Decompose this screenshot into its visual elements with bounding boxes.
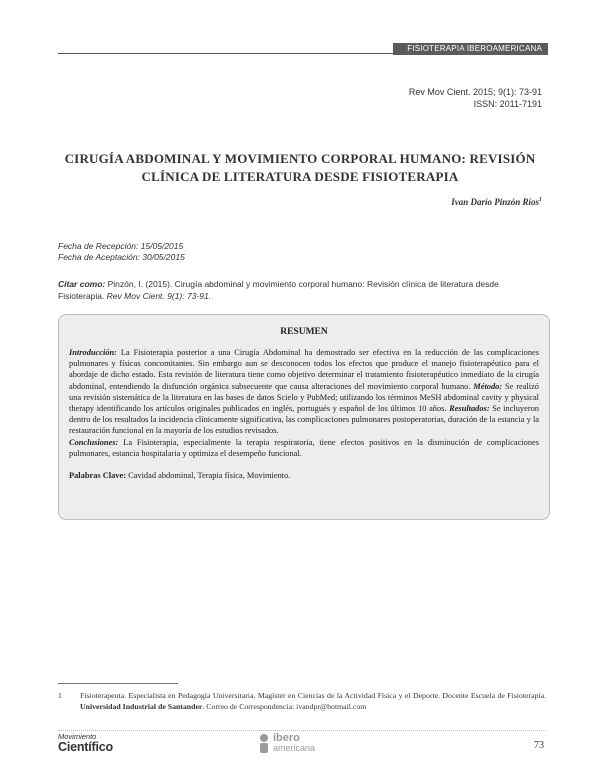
journal-citation: Rev Mov Cient. 2015; 9(1): 73-91 bbox=[408, 87, 542, 97]
footnote-institution: Universidad Industrial de Santander bbox=[80, 702, 203, 711]
footnote-text-a: Fisioterapeuta. Especialista en Pedagogía Universitaria. Magíster en Ciencias de la Actividad Física y el Deporte. Docente Escuela de Fisioterapia. bbox=[80, 691, 546, 700]
title-line-1: CIRUGÍA ABDOMINAL Y MOVIMIENTO CORPORAL HUMANO: REVISIÓN bbox=[64, 151, 536, 166]
citation bbox=[58, 278, 546, 302]
conclusions-label: Conclusiones: bbox=[69, 437, 119, 447]
author-name: Ivan Darío Pinzón Ríos bbox=[451, 197, 539, 207]
citation-text: Pinzón, I. (2015). Cirugía abdominal y movimiento corporal humano: Revisión clínica de literatura desde Fisioterapia. bbox=[58, 279, 499, 301]
article-dates bbox=[58, 241, 185, 263]
issn: ISSN: 2011-7191 bbox=[473, 99, 542, 109]
title-line-2: CLÍNICA DE LITERATURA DESDE FISIOTERAPIA bbox=[141, 169, 459, 184]
logo-text-bottom: americana bbox=[273, 743, 316, 753]
footnote bbox=[58, 690, 546, 712]
received-date: Fecha de Recepción: 15/05/2015 bbox=[58, 241, 184, 251]
footnote-body bbox=[58, 690, 546, 712]
intro-label: Introducción: bbox=[69, 348, 117, 357]
method-text: Se realizó una revisión sistemática de la literatura en las bases de datos Scielo y PubMed; utilizando los términos MeSH abdominal cavity y physical therapy identificando los artículos originales publicados en inglés, portugués y español de los últimos 10 años. bbox=[69, 381, 539, 414]
article-title bbox=[60, 150, 540, 186]
footnote-rule bbox=[58, 683, 178, 684]
author-footnote-mark: 1 bbox=[539, 197, 542, 203]
method-label: Método: bbox=[473, 381, 503, 391]
logo-mark-dot bbox=[260, 734, 268, 742]
footnote-text-b: . Correo de Correspondencia: ivandpr@hotmail.com bbox=[202, 702, 367, 711]
intro-text: La Fisioterapia posterior a una Cirugía Abdominal ha demostrado ser efectiva en la reducción de las complicaciones pulmonares y físicas concomitantes. Sin embargo aun se desconocen todos los efectos que produce el manejo fisioterapéutico para el abordaje de dicho estado. Esta revisión de literatura tiene como objetivo determinar el tratamiento fisioterapéutico inmediato de la cirugía abdominal, entendiendo la disfunción orgánica subsecuente que causa alteraciones del movimiento corporal humano. bbox=[69, 348, 539, 391]
logo-big-text: Científico bbox=[58, 740, 113, 754]
movimiento-cientifico-logo bbox=[58, 733, 113, 754]
accepted-date: Fecha de Aceptación: 30/05/2015 bbox=[58, 252, 185, 262]
keywords bbox=[69, 471, 539, 480]
results-text: Se incluyeron dentro de los resultados la incidencia clínicamente significativa, las complicaciones pulmonares postoperatorias, duración de la estancia y la restauración funcional en la mayoría de los estudios revisados. bbox=[69, 404, 539, 436]
section-tab: FISIOTERAPIA IBEROAMERICANA bbox=[393, 43, 548, 55]
logo-mark-body bbox=[260, 743, 268, 753]
iberoamericana-logo bbox=[255, 730, 370, 754]
keywords-label: Palabras Clave: bbox=[69, 471, 126, 481]
citation-label: Citar como: bbox=[58, 279, 106, 289]
journal-reference bbox=[409, 86, 542, 110]
abstract-heading: RESUMEN bbox=[280, 327, 328, 337]
keywords-text: Cavidad abdominal, Terapia física, Movimiento. bbox=[126, 471, 291, 481]
abstract-text bbox=[69, 347, 539, 459]
abstract-box bbox=[58, 314, 550, 520]
citation-journal: Rev Mov Cient. 9(1): 73-91. bbox=[106, 291, 212, 301]
logo-small-text: Movimiento bbox=[58, 732, 97, 741]
page-number: 73 bbox=[534, 740, 544, 751]
results-label: Resultados: bbox=[449, 404, 490, 414]
logo-text-top: ibero bbox=[273, 732, 300, 744]
conclusions-text: La Fisioterapia, especialmente la terapia respiratoria, tiene efectos positivos en la disminución de complicaciones pulmonares, estancia hospitalaria y optimiza el desempeño funcional. bbox=[69, 437, 539, 458]
author bbox=[451, 197, 542, 207]
footnote-number: 1 bbox=[58, 691, 62, 700]
